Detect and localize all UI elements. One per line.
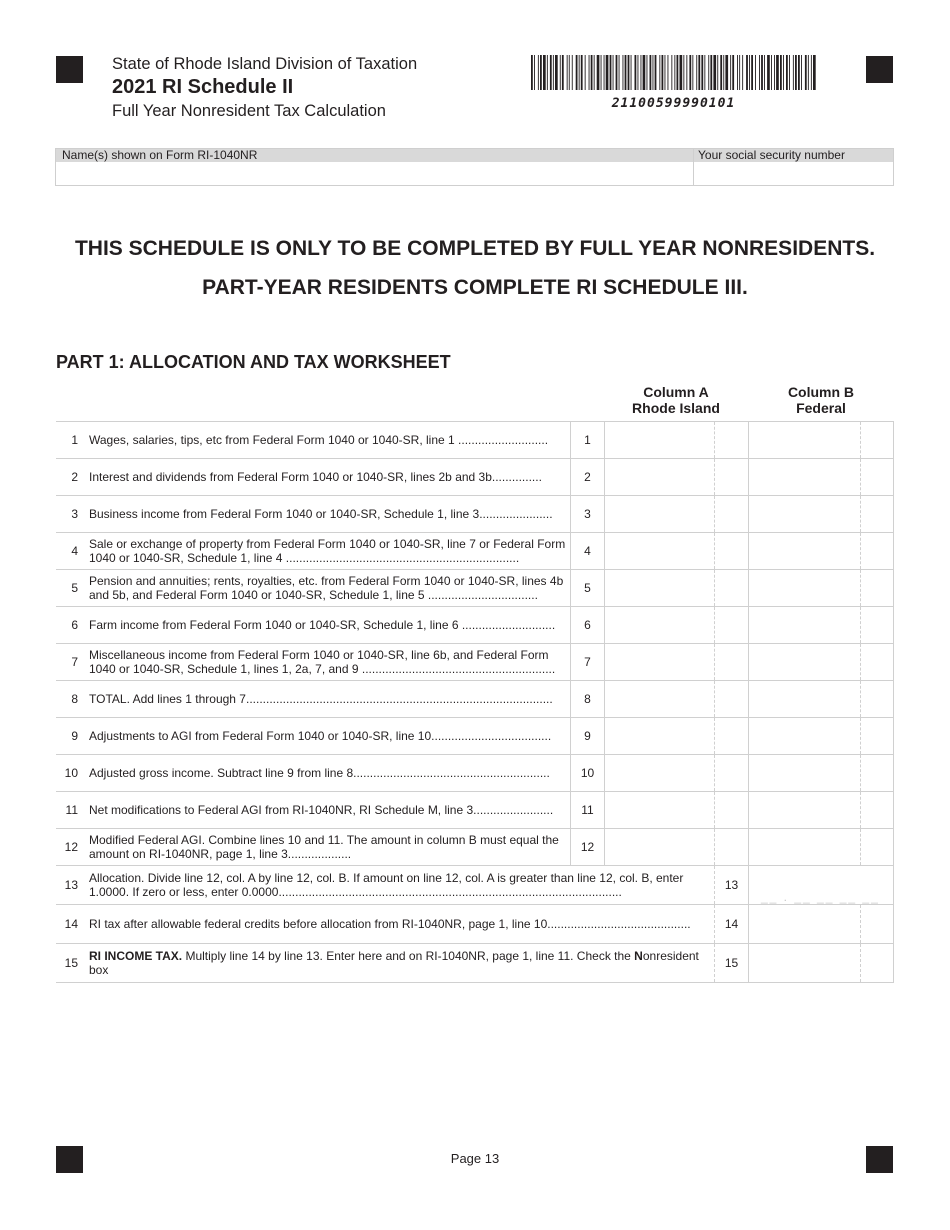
barcode-bar [720,55,722,90]
barcode-bar [623,55,624,90]
worksheet-row [56,458,894,495]
column-b-cents-field[interactable] [860,422,894,458]
column-b-sublabel: Federal [796,400,846,416]
line-text-end: onresident box [89,949,699,977]
part-1-title: PART 1: ALLOCATION AND TAX WORKSHEET [56,352,451,372]
barcode-bar [755,55,756,90]
allocation-placeholder: __ . __ __ __ __ [761,890,880,904]
line-description: Miscellaneous income from Federal Form 1040 or 1040-SR, line 6b, and Federal Form 1040 or 1040-SR, Schedule 1, lines 1, 2a, 7, and 9 .......................................................... [89,648,556,676]
column-a-amount-field[interactable] [604,792,714,828]
column-a-cents-field[interactable] [714,792,748,828]
barcode-bar [555,55,558,90]
line-box-number: 9 [570,718,604,754]
barcode-bar [650,55,652,90]
barcode-bar [579,55,580,90]
barcode-bar [683,55,684,90]
line-description: Net modifications to Federal AGI from RI-1040NR, RI Schedule M, line 3........................ [89,803,554,817]
line-box-number: 13 [714,866,748,904]
barcode-bar [628,55,630,90]
barcode-bar [655,55,657,90]
barcode-bar [759,55,760,90]
barcode-bar [631,55,632,90]
barcode-bar [808,55,809,90]
worksheet-row [56,717,894,754]
barcode-bar [616,55,618,90]
barcode-bar [567,55,568,90]
barcode-bar [562,55,564,90]
barcode-bar [613,55,614,90]
column-a-amount-field[interactable] [604,422,714,458]
line-box-number: 15 [714,944,748,982]
barcode-bar [540,55,542,90]
barcode-bar [604,55,605,90]
barcode-number: 21100599990101 [611,96,736,111]
worksheet-row [56,754,894,791]
barcode-bar [780,55,782,90]
worksheet-row [56,421,894,458]
barcode-bar [732,55,734,90]
column-a-cents-field[interactable] [714,570,748,606]
allocation-field[interactable] [748,866,894,904]
form-subtitle: Full Year Nonresident Tax Calculation [112,102,386,120]
barcode-bar [594,55,595,90]
column-a-amount-field[interactable] [604,644,714,680]
line-number: 4 [71,544,78,558]
barcode-bar [746,55,748,90]
line-box-number: 5 [570,570,604,606]
line-box-number: 7 [570,644,604,680]
column-b-amount-field[interactable] [748,718,860,754]
barcode-bar [619,55,620,90]
barcode-bar [597,55,600,90]
column-a-amount-field[interactable] [604,718,714,754]
line-description: Wages, salaries, tips, etc from Federal Form 1040 or 1040-SR, line 1 ........................... [89,433,549,447]
barcode-bar [610,55,612,90]
barcode-bar [723,55,724,90]
barcode-bar [813,55,816,90]
column-a-amount-field[interactable] [604,829,714,865]
line-description: Business income from Federal Form 1040 or 1040-SR, Schedule 1, line 3...................... [89,507,553,521]
column-b-header [748,384,894,416]
column-a-cents-field[interactable] [714,496,748,532]
barcode-bar [771,55,772,90]
barcode-bar [704,55,705,90]
line-number: 5 [71,581,78,595]
barcode-bar [789,55,790,90]
barcode-bar [774,55,775,90]
barcode-bar [547,55,548,90]
column-b-cents-field[interactable] [860,533,894,569]
barcode-bar [665,55,666,90]
column-b-cents-field[interactable] [860,755,894,791]
worksheet-row [56,680,894,717]
line-description: Pension and annuities; rents, royalties, etc. from Federal Form 1040 or 1040-SR, lines 4b and 5b, and Federal Form 1040 or 1040-SR, Schedule 1, line 5 ................................. [89,574,564,602]
line-description: Adjusted gross income. Subtract line 9 from line 8........................................................... [89,766,550,780]
barcode-bar [591,55,593,90]
column-a-cents-field[interactable] [714,533,748,569]
worksheet-table [56,421,894,983]
line-description: Farm income from Federal Form 1040 or 1040-SR, Schedule 1, line 6 ............................ [89,618,556,632]
barcode-bar [689,55,691,90]
barcode-bar [742,55,743,90]
barcode-bar [737,55,738,90]
column-b-amount-field[interactable] [748,422,860,458]
barcode-bar [572,55,573,90]
barcode-bar [534,55,535,90]
barcode-bar [793,55,794,90]
worksheet-row [56,495,894,532]
column-b-cents-field[interactable] [860,829,894,865]
line-box-number: 11 [570,792,604,828]
barcode-bar [739,55,740,90]
column-a-cents-field[interactable] [714,644,748,680]
column-b-amount-field[interactable] [748,944,860,982]
registration-mark-top-left [56,56,83,83]
column-a-amount-field[interactable] [604,459,714,495]
worksheet-row-income-tax [56,943,894,982]
barcode-bar [674,55,675,90]
barcode-bar [717,55,718,90]
column-b-amount-field[interactable] [748,607,860,643]
barcode-bar [751,55,753,90]
line-box-number: 8 [570,681,604,717]
barcode-bar [786,55,788,90]
column-a-cents-field[interactable] [714,681,748,717]
name-field[interactable] [56,162,693,186]
barcode-bar [638,55,639,90]
barcode-bar [749,55,750,90]
barcode-bar [708,55,709,90]
column-b-cents-field[interactable] [860,944,894,982]
column-b-amount-field[interactable] [748,681,860,717]
line-text: Multiply line 14 by line 13. Enter here and on RI-1040NR, page 1, line 11. Check the [182,949,635,963]
column-b-cents-field[interactable] [860,570,894,606]
column-a-cents-field[interactable] [714,755,748,791]
ssn-field[interactable] [694,162,893,186]
barcode-bar [783,55,784,90]
barcode-bar [647,55,648,90]
barcode-bar [589,55,590,90]
line-lead-bold: RI INCOME TAX. [89,949,183,963]
barcode-bar [686,55,687,90]
line-number: 14 [64,917,78,931]
column-a-cents-field[interactable] [714,459,748,495]
barcode-bar [531,55,533,90]
line-box-number: 6 [570,607,604,643]
line-number: 13 [64,878,78,892]
line-box-number: 12 [570,829,604,865]
column-b-amount-field[interactable] [748,829,860,865]
barcode-bar [641,55,642,90]
barcode-bar [668,55,669,90]
line-description [89,949,716,977]
notice-line-1: THIS SCHEDULE IS ONLY TO BE COMPLETED BY FULL YEAR NONRESIDENTS. [74,237,876,260]
column-a-amount-field[interactable] [604,570,714,606]
column-a-cents-field[interactable] [714,829,748,865]
column-b-label: Column B [787,384,855,400]
barcode-bar [698,55,700,90]
barcode-bar [696,55,697,90]
line-number: 15 [64,956,78,970]
barcode-bar [635,55,637,90]
line-number: 1 [71,433,78,447]
worksheet-row [56,828,894,865]
worksheet-row [56,791,894,828]
column-b-cents-field[interactable] [860,496,894,532]
barcode-bar [730,55,731,90]
column-a-amount-field[interactable] [604,607,714,643]
line-box-number: 10 [570,755,604,791]
column-b-amount-field[interactable] [748,905,860,943]
column-a-cents-field[interactable] [714,718,748,754]
barcode-bar [725,55,728,90]
line-number: 6 [71,618,78,632]
worksheet-row [56,606,894,643]
column-b-cents-field[interactable] [860,792,894,828]
barcode-bar [538,55,539,90]
column-b-amount-field[interactable] [748,533,860,569]
barcode-bar [677,55,679,90]
line-number: 8 [71,692,78,706]
barcode-bar [811,55,812,90]
column-b-amount-field[interactable] [748,644,860,680]
column-b-cents-field[interactable] [860,607,894,643]
column-b-amount-field[interactable] [748,792,860,828]
column-b-cents-field[interactable] [860,681,894,717]
taxpayer-info-box [55,148,894,186]
line-number: 9 [71,729,78,743]
column-b-amount-field[interactable] [748,570,860,606]
barcode-bar [671,55,672,90]
column-b-cents-field[interactable] [860,644,894,680]
line-description: Sale or exchange of property from Federal Form 1040 or 1040-SR, line 7 or Federal Form 1040 or 1040-SR, Schedule 1, line 4 ...................................................................... [89,537,566,565]
barcode-bar [662,55,664,90]
barcode-bar [805,55,807,90]
column-b-amount-field[interactable] [748,496,860,532]
name-label: Name(s) shown on Form RI-1040NR [62,148,258,162]
line-number: 7 [71,655,78,669]
barcode-bar [585,55,586,90]
barcode-bar [713,55,716,90]
barcode-bar [569,55,570,90]
line-description: TOTAL. Add lines 1 through 7............................................................................................ [89,692,553,706]
line-box-number: 1 [570,422,604,458]
column-a-cents-field[interactable] [714,422,748,458]
worksheet-row [56,569,894,606]
column-a-amount-field[interactable] [604,755,714,791]
barcode-bar [795,55,797,90]
column-a-label: Column A [643,384,709,400]
barcode-bar [761,55,763,90]
barcode-bar [764,55,765,90]
barcode-bar [606,55,609,90]
column-b-cents-field[interactable] [860,459,894,495]
barcode-bar [710,55,712,90]
line-description: RI tax after allowable federal credits before allocation from RI-1040NR, page 1, line 10........................................... [89,917,691,931]
line-number: 3 [71,507,78,521]
form-title: 2021 RI Schedule II [112,76,294,98]
line-description: Interest and dividends from Federal Form 1040 or 1040-SR, lines 2b and 3b............... [89,470,542,484]
barcode-bar [659,55,660,90]
barcode-bar [560,55,561,90]
barcode [531,55,816,90]
barcode-bar [576,55,578,90]
line-number: 12 [64,840,78,854]
barcode-bar [776,55,779,90]
line-description: Modified Federal AGI. Combine lines 10 and 11. The amount in column B must equal the amount on RI-1040NR, page 1, line 3................... [89,833,559,861]
line-box-number: 14 [714,905,748,943]
barcode-bar [798,55,800,90]
column-a-header [604,384,748,416]
barcode-bar [601,55,602,90]
barcode-bar [550,55,552,90]
column-a-amount-field[interactable] [604,533,714,569]
column-a-sublabel: Rhode Island [632,400,720,416]
barcode-bar [643,55,646,90]
barcode-bar [767,55,770,90]
line-number: 11 [65,803,78,817]
column-b-cents-field[interactable] [860,718,894,754]
barcode-bar [680,55,683,90]
agency-name: State of Rhode Island Division of Taxation [112,55,418,73]
line-box-number: 4 [570,533,604,569]
line-box-number: 2 [570,459,604,495]
barcode-bar [581,55,583,90]
line-text-bold-letter: N [634,949,643,963]
line-description: Adjustments to AGI from Federal Form 1040 or 1040-SR, line 10.................................... [89,729,552,743]
page-number: Page 13 [450,1151,500,1166]
barcode-bar [543,55,546,90]
registration-mark-top-right [866,56,893,83]
column-a-cents-field[interactable] [714,607,748,643]
barcode-bar [653,55,654,90]
worksheet-row-allocation [56,865,894,904]
line-description: Allocation. Divide line 12, col. A by line 12, col. B. If amount on line 12, col. A is greater than line 12, col. B, enter 1.0000. If zero or less, enter 0.0000....................................................................................................... [89,871,684,899]
ssn-label: Your social security number [698,148,845,162]
worksheet-row [56,904,894,943]
line-number: 10 [64,766,78,780]
line-number: 2 [71,470,78,484]
line-box-number: 3 [570,496,604,532]
barcode-bar [801,55,802,90]
worksheet-row [56,532,894,569]
column-b-amount-field[interactable] [748,459,860,495]
barcode-bar [553,55,554,90]
worksheet-row [56,643,894,680]
column-a-amount-field[interactable] [604,496,714,532]
column-b-amount-field[interactable] [748,755,860,791]
column-a-amount-field[interactable] [604,681,714,717]
barcode-bar [701,55,703,90]
barcode-bar [625,55,627,90]
barcode-bar [692,55,693,90]
column-b-cents-field[interactable] [860,905,894,943]
notice-line-2: PART-YEAR RESIDENTS COMPLETE RI SCHEDULE III. [202,276,748,299]
